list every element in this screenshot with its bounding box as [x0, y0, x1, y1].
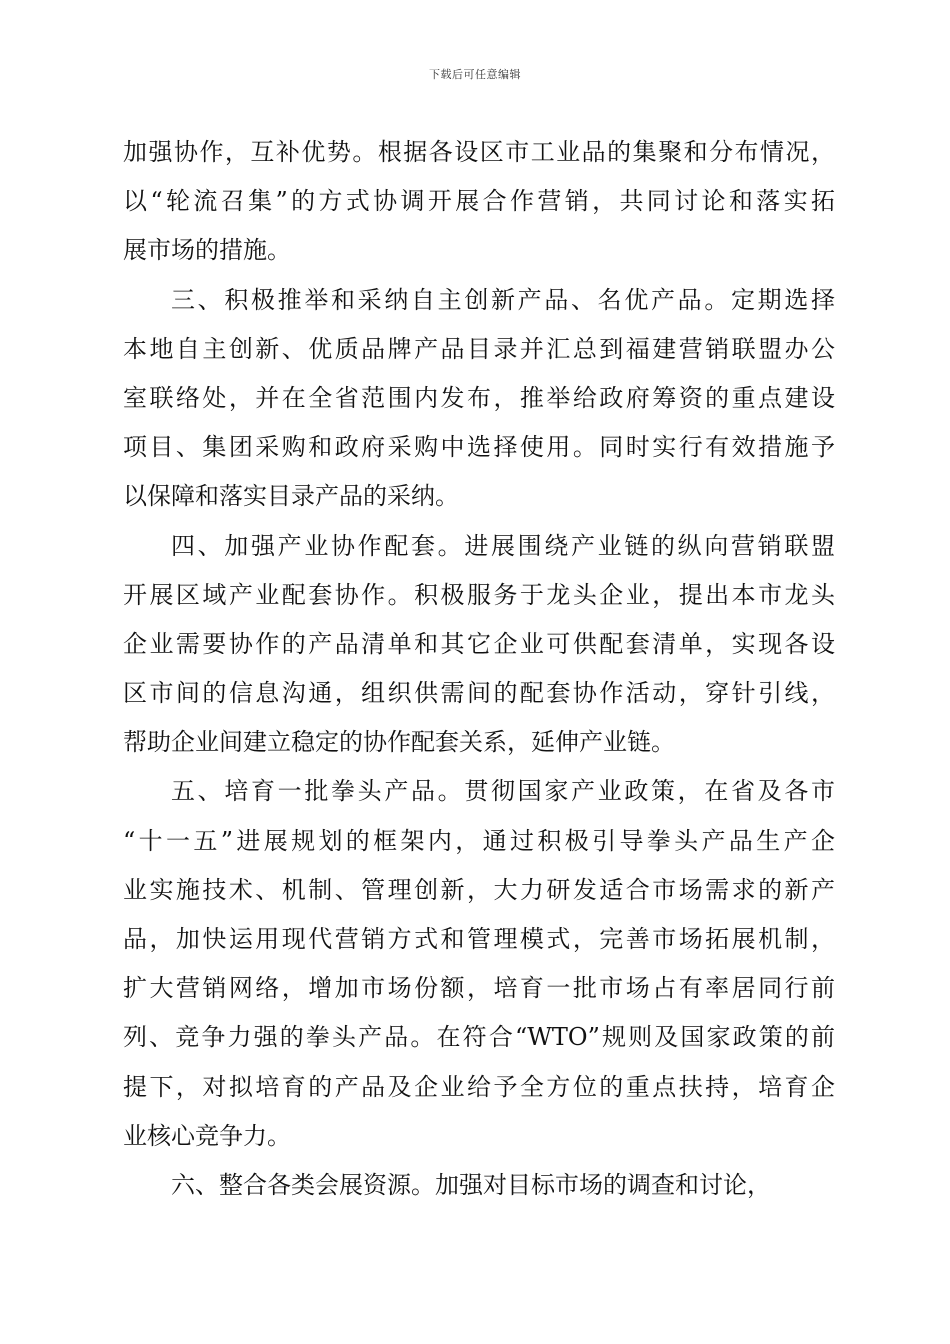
- text-line: 业核心竞争力。: [123, 1121, 291, 1150]
- text-line: 开展区域产业配套协作。积极服务于龙头企业，提出本市龙头: [123, 580, 835, 609]
- text-line: 本地自主创新、优质品牌产品目录并汇总到福建营销联盟办公: [123, 334, 835, 363]
- text-line: “十一五”进展规划的框架内，通过积极引导拳头产品生产企: [123, 826, 835, 855]
- document-body: [123, 128, 835, 1210]
- text-line: 项目、集团采购和政府采购中选择使用。同时实行有效措施予: [123, 433, 835, 462]
- page-header-note: 下载后可任意编辑: [429, 68, 521, 81]
- text-line: 品，加快运用现代营销方式和管理模式，完善市场拓展机制，: [123, 925, 835, 953]
- text-line: 帮助企业间建立稳定的协作配套关系，延伸产业链。: [123, 728, 675, 757]
- paragraph-start-line: 六、整合各类会展资源。加强对目标市场的调查和讨论，: [171, 1170, 771, 1199]
- text-line: 列、竞争力强的拳头产品。在符合“WTO”规则及国家政策的前: [123, 1023, 835, 1052]
- paragraph-start-line: 四、加强产业协作配套。进展围绕产业链的纵向营销联盟: [171, 531, 835, 560]
- paragraph-start-line: 五、培育一批拳头产品。贯彻国家产业政策，在省及各市: [171, 777, 835, 806]
- paragraph-start-line: 三、积极推举和采纳自主创新产品、名优产品。定期选择: [171, 285, 835, 314]
- text-line: 展市场的措施。: [123, 236, 291, 265]
- text-line: 扩大营销网络，增加市场份额，培育一批市场占有率居同行前: [123, 974, 835, 1003]
- text-line: 区市间的信息沟通，组织供需间的配套协作活动，穿针引线，: [123, 679, 835, 708]
- text-line: 室联络处，并在全省范围内发布，推举给政府筹资的重点建设: [123, 383, 835, 412]
- text-line: 以“轮流召集”的方式协调开展合作营销，共同讨论和落实拓: [123, 187, 835, 216]
- text-line: 企业需要协作的产品清单和其它企业可供配套清单，实现各设: [123, 629, 835, 658]
- text-line: 加强协作，互补优势。根据各设区市工业品的集聚和分布情况，: [123, 138, 835, 166]
- text-line: 提下，对拟培育的产品及企业给予全方位的重点扶持，培育企: [123, 1072, 835, 1101]
- text-line: 以保障和落实目录产品的采纳。: [123, 482, 459, 511]
- text-line: 业实施技术、机制、管理创新，大力研发适合市场需求的新产: [123, 875, 835, 904]
